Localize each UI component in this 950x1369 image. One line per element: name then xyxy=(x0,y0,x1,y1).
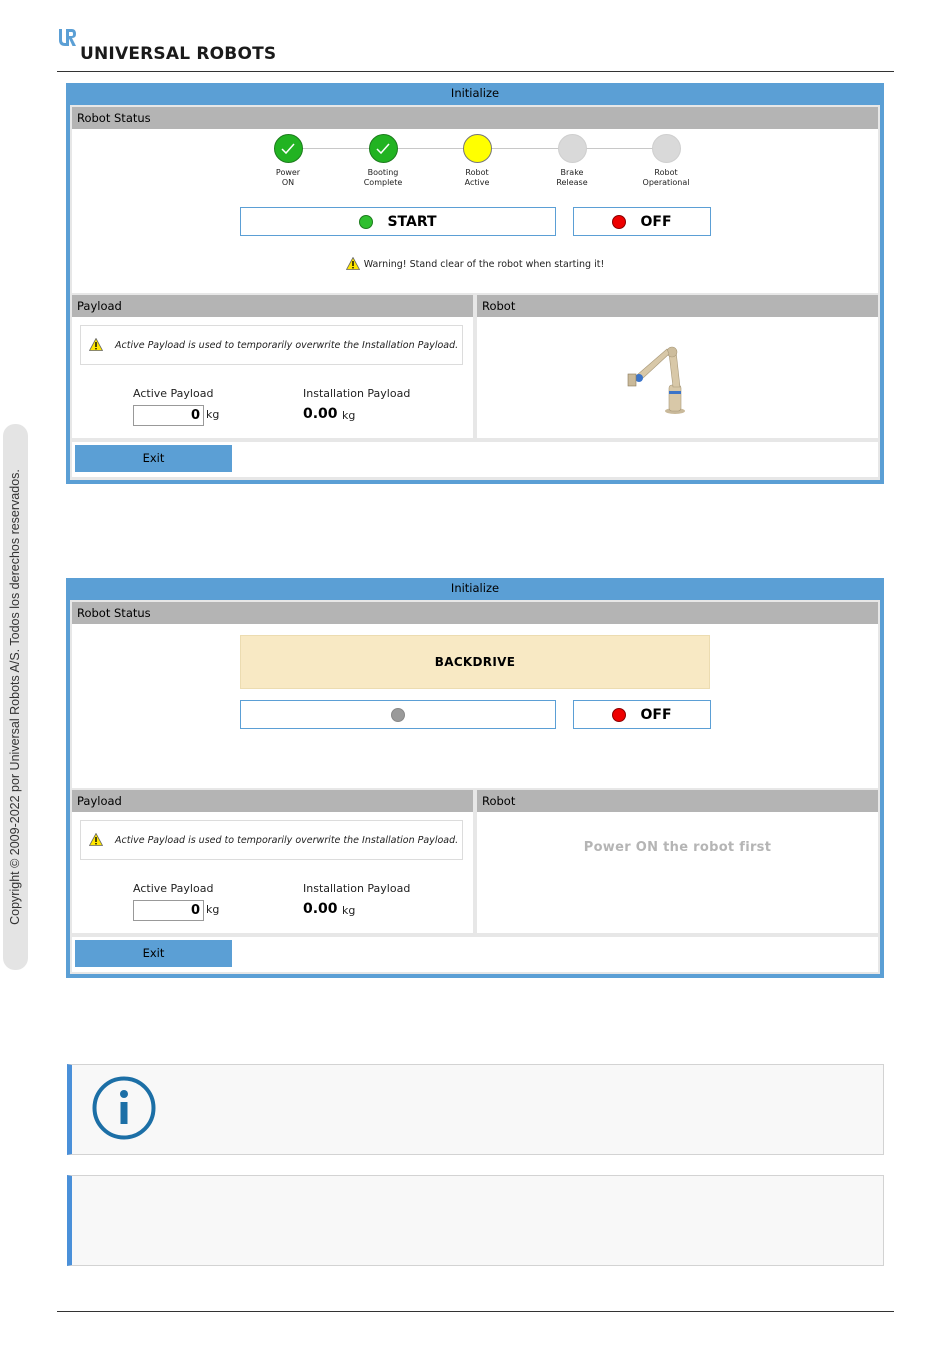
step-power-on xyxy=(248,134,328,188)
step-robot-active xyxy=(437,134,517,188)
robot-heading: Robot xyxy=(477,295,878,317)
start-label: START xyxy=(387,213,437,230)
robot-section xyxy=(477,790,878,933)
installation-payload-unit: kg xyxy=(342,409,356,422)
power-on-message: Power ON the robot first xyxy=(583,840,772,855)
warning-icon xyxy=(89,338,103,351)
footer-divider xyxy=(57,1311,894,1312)
step-label: Brake Release xyxy=(556,168,588,187)
payload-note xyxy=(80,325,463,365)
step-label: Robot Active xyxy=(464,168,490,187)
payload-section xyxy=(72,295,473,438)
active-payload-input[interactable]: 0 xyxy=(133,900,204,921)
robot-status-heading: Robot Status xyxy=(72,602,878,624)
robot-arm-image xyxy=(625,345,689,415)
installation-payload-label: Installation Payload xyxy=(303,882,411,895)
payload-section xyxy=(72,790,473,933)
brand-name: UNIVERSAL ROBOTS xyxy=(80,44,277,64)
backdrive-banner: BACKDRIVE xyxy=(240,635,710,689)
initialize-panel-2 xyxy=(66,578,884,978)
power-button-disabled[interactable] xyxy=(240,700,556,729)
payload-note-text: Active Payload is used to temporarily overwrite the Installation Payload. xyxy=(115,340,459,351)
active-payload-input[interactable]: 0 xyxy=(133,405,204,426)
grey-dot-icon xyxy=(391,708,405,722)
exit-bar xyxy=(72,442,878,477)
robot-status-section xyxy=(72,107,878,293)
status-steps xyxy=(72,134,878,204)
check-icon xyxy=(274,134,303,163)
exit-button[interactable]: Exit xyxy=(75,940,232,967)
payload-heading: Payload xyxy=(72,295,473,317)
active-payload-unit: kg xyxy=(206,408,220,421)
green-dot-icon xyxy=(359,215,373,229)
initialize-panel-1 xyxy=(66,83,884,484)
check-icon xyxy=(369,134,398,163)
robot-status-section xyxy=(72,602,878,788)
note-box xyxy=(67,1175,884,1266)
payload-heading: Payload xyxy=(72,790,473,812)
off-button[interactable] xyxy=(573,700,711,729)
red-dot-icon xyxy=(612,708,626,722)
step-booting-complete xyxy=(343,134,423,188)
info-icon xyxy=(92,1076,156,1140)
copyright-text: Copyright © 2009-2022 por Universal Robots A/S. Todos los derechos reservados. xyxy=(8,469,22,925)
step-label: Power ON xyxy=(275,168,301,187)
header-divider xyxy=(57,71,894,72)
status-circle xyxy=(463,134,492,163)
installation-payload-value: 0.00 xyxy=(303,406,338,422)
status-circle xyxy=(558,134,587,163)
payload-note xyxy=(80,820,463,860)
exit-button[interactable]: Exit xyxy=(75,445,232,472)
robot-status-heading: Robot Status xyxy=(72,107,878,129)
panel-title: Initialize xyxy=(450,581,500,595)
status-circle xyxy=(652,134,681,163)
info-note-box xyxy=(67,1064,884,1155)
payload-note-text: Active Payload is used to temporarily overwrite the Installation Payload. xyxy=(115,835,459,846)
installation-payload-unit: kg xyxy=(342,904,356,917)
active-payload-label: Active Payload xyxy=(133,387,214,400)
installation-payload-value: 0.00 xyxy=(303,901,338,917)
exit-bar xyxy=(72,937,878,972)
ur-logo-icon xyxy=(57,28,77,48)
warning-text: Warning! Stand clear of the robot when starting it! xyxy=(363,259,605,270)
robot-heading: Robot xyxy=(477,790,878,812)
active-payload-unit: kg xyxy=(206,903,220,916)
active-payload-label: Active Payload xyxy=(133,882,214,895)
off-label: OFF xyxy=(640,213,672,230)
step-label: Robot Operational xyxy=(642,168,690,187)
warning-icon xyxy=(346,257,360,270)
step-brake-release xyxy=(532,134,612,188)
panel-title: Initialize xyxy=(450,86,500,100)
step-robot-operational xyxy=(626,134,706,188)
installation-payload-label: Installation Payload xyxy=(303,387,411,400)
robot-section xyxy=(477,295,878,438)
start-warning xyxy=(72,257,878,270)
red-dot-icon xyxy=(612,215,626,229)
start-button[interactable] xyxy=(240,207,556,236)
off-label: OFF xyxy=(640,706,672,723)
off-button[interactable] xyxy=(573,207,711,236)
step-label: Booting Complete xyxy=(363,168,403,187)
warning-icon xyxy=(89,833,103,846)
